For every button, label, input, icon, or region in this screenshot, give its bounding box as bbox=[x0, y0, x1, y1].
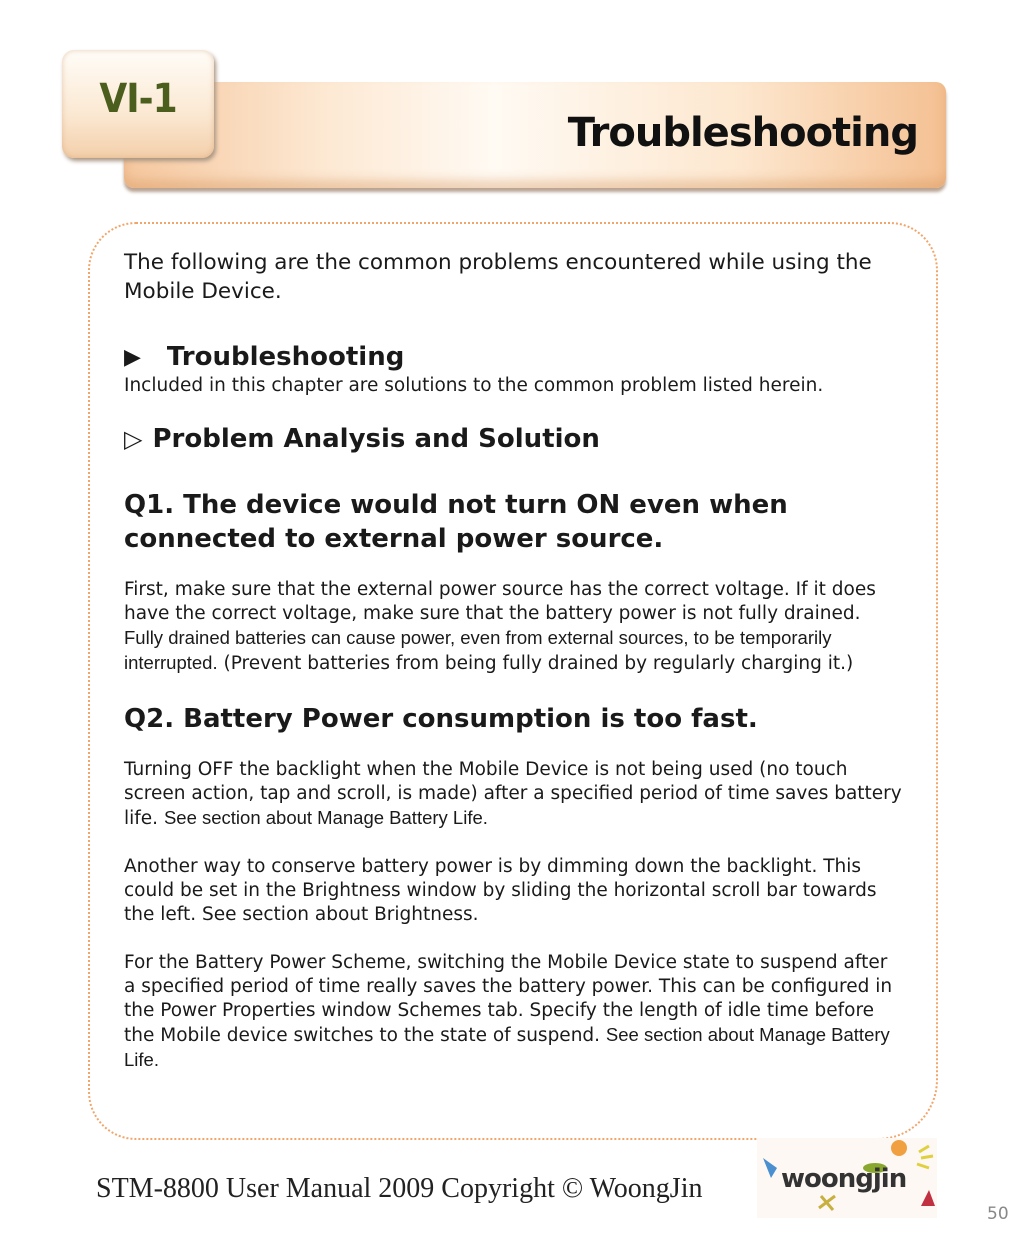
chapter-number: VI-1 bbox=[99, 76, 177, 122]
logo-text: woongjin bbox=[781, 1164, 907, 1194]
chapter-badge bbox=[62, 50, 214, 158]
content bbox=[124, 248, 904, 1073]
q2-text-3a: For the Battery Power Scheme, switching the Mobile Device state to suspend after a specified period of time really saves the battery power. This can be configured in the Power Properties window Schemes tab. Specify the length of idle time before the Mobile device switches to the state of suspend. bbox=[124, 952, 893, 1046]
q2-answer-2: Another way to conserve battery power is by dimming down the backlight. This could be set in the Brightness window by sliding the horizontal scroll bar towards the left. See section about Brightness. bbox=[124, 856, 877, 925]
intro-text: The following are the common problems encountered while using the Mobile Device. bbox=[124, 250, 872, 304]
q1-text-a: First, make sure that the external power source has the correct voltage. If it does have the correct voltage, make sure that the battery power is not fully drained. bbox=[124, 579, 876, 624]
q2-link-battery-2: See section about Manage Battery Life. bbox=[124, 1024, 890, 1070]
q1-title: Q1. The device would not turn ON even when connected to external power source. bbox=[124, 490, 788, 554]
woongjin-logo bbox=[757, 1138, 937, 1218]
q2-link-battery: See section about Manage Battery Life. bbox=[163, 807, 488, 828]
page-title: Troubleshooting bbox=[567, 110, 918, 156]
title-banner bbox=[124, 82, 946, 188]
q1-answer bbox=[124, 578, 904, 676]
subsection-title: Problem Analysis and Solution bbox=[152, 424, 600, 454]
page-number: 50 bbox=[987, 1204, 1009, 1224]
q2-answer-3 bbox=[124, 951, 904, 1073]
section-title: Troubleshooting bbox=[166, 342, 405, 372]
section-heading bbox=[124, 342, 904, 372]
section-subtitle: Included in this chapter are solutions to the common problem listed herein. bbox=[124, 375, 824, 396]
q2-text-a: Turning OFF the backlight when the Mobile Device is not being used (no touch screen action, tap and scroll, is made) after a specified period of time saves battery life. bbox=[124, 759, 902, 829]
footer-copyright: STM-8800 User Manual 2009 Copyright © WoongJin bbox=[96, 1173, 703, 1204]
filled-triangle-icon: ▶ bbox=[124, 344, 141, 370]
q2-answer-1 bbox=[124, 758, 904, 831]
q1-text-b: Fully drained batteries can cause power, even from external sources, to be temporarily interrupted. bbox=[124, 627, 832, 673]
q2-title: Q2. Battery Power consumption is too fast. bbox=[124, 704, 758, 734]
q1-text-c: (Prevent batteries from being fully drained by regularly charging it.) bbox=[217, 653, 854, 674]
outline-triangle-icon: ▷ bbox=[124, 425, 143, 453]
subsection-heading bbox=[124, 424, 904, 454]
